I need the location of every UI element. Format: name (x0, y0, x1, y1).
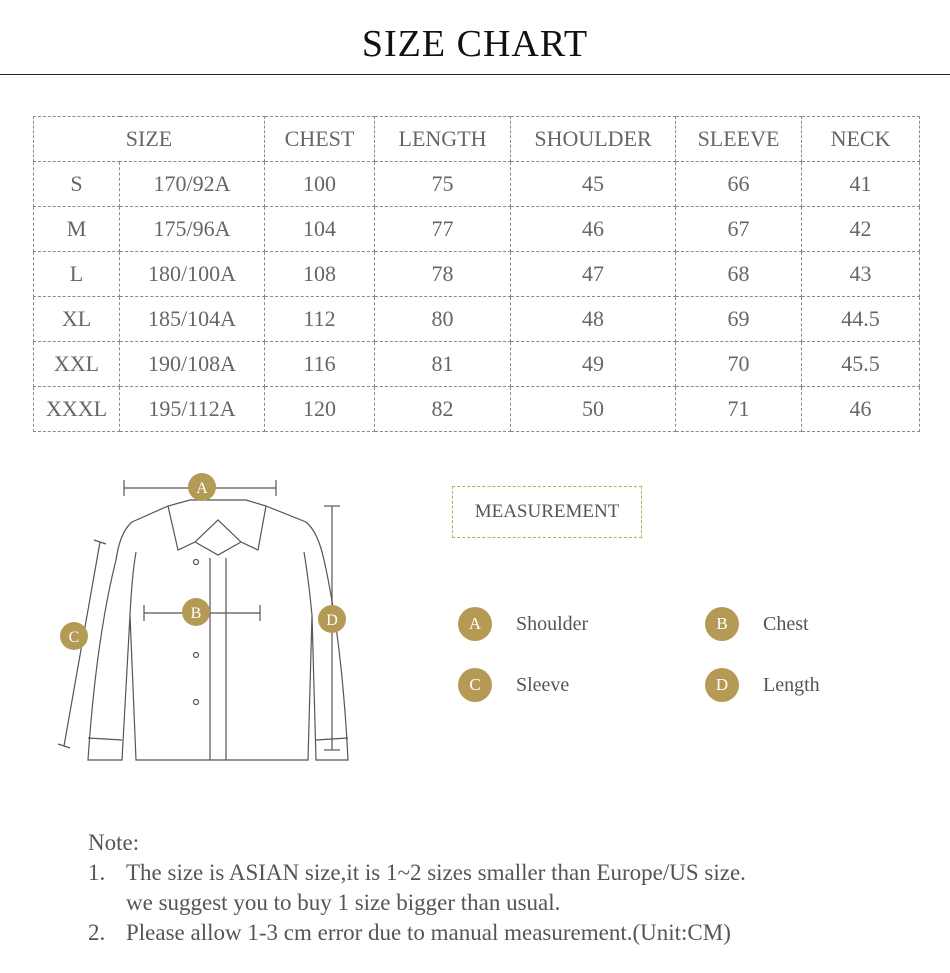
table-row (34, 252, 920, 297)
title-divider (0, 74, 950, 75)
table-cell: 180/100A (120, 252, 265, 297)
table-cell: 43 (802, 252, 920, 297)
notes-section (88, 828, 746, 948)
measurement-heading: MEASUREMENT (452, 486, 642, 538)
badge-d: D (705, 668, 739, 702)
table-cell: 46 (802, 387, 920, 432)
table-cell: 48 (511, 297, 676, 342)
table-cell: 190/108A (120, 342, 265, 387)
table-cell: L (34, 252, 120, 297)
header-neck: NECK (802, 117, 920, 162)
note-number: 1. (88, 860, 106, 885)
table-cell: 82 (375, 387, 511, 432)
table-cell: S (34, 162, 120, 207)
shirt-diagram (50, 470, 370, 770)
legend-label: Length (763, 673, 820, 696)
legend-label: Chest (763, 612, 809, 635)
marker-c (60, 622, 88, 650)
table-cell: 170/92A (120, 162, 265, 207)
note-text: The size is ASIAN size,it is 1~2 sizes smaller than Europe/US size. (126, 860, 746, 885)
table-cell: 71 (676, 387, 802, 432)
table-cell: M (34, 207, 120, 252)
legend-item-chest (705, 607, 809, 641)
table-header-row (34, 117, 920, 162)
header-size: SIZE (34, 117, 265, 162)
badge-b: B (705, 607, 739, 641)
table-row (34, 342, 920, 387)
size-table (33, 116, 920, 432)
table-cell: 195/112A (120, 387, 265, 432)
note-item-1 (88, 858, 746, 888)
table-cell: 70 (676, 342, 802, 387)
table-cell: 185/104A (120, 297, 265, 342)
badge-a: A (458, 607, 492, 641)
table-cell: 41 (802, 162, 920, 207)
table-cell: 50 (511, 387, 676, 432)
table-cell: 68 (676, 252, 802, 297)
table-cell: 46 (511, 207, 676, 252)
table-cell: 66 (676, 162, 802, 207)
svg-text:C: C (68, 629, 80, 646)
table-cell: XXL (34, 342, 120, 387)
table-row (34, 162, 920, 207)
header-length: LENGTH (375, 117, 511, 162)
legend-item-shoulder (458, 607, 588, 641)
table-cell: XL (34, 297, 120, 342)
table-cell: 44.5 (802, 297, 920, 342)
table-cell: 49 (511, 342, 676, 387)
svg-text:A: A (196, 480, 208, 497)
svg-text:B: B (190, 605, 202, 622)
shirt-outline-icon (88, 500, 348, 760)
table-cell: 42 (802, 207, 920, 252)
marker-d (318, 605, 346, 633)
badge-c: C (458, 668, 492, 702)
page-title: SIZE CHART (361, 23, 589, 65)
table-cell: 69 (676, 297, 802, 342)
table-row (34, 387, 920, 432)
notes-heading: Note: (88, 830, 140, 855)
table-cell: 80 (375, 297, 511, 342)
note-item-2 (88, 918, 746, 948)
note-text: Please allow 1-3 cm error due to manual measurement.(Unit:CM) (126, 920, 731, 945)
table-cell: 81 (375, 342, 511, 387)
header-chest: CHEST (265, 117, 375, 162)
table-row (34, 207, 920, 252)
header-sleeve: SLEEVE (676, 117, 802, 162)
table-cell: 175/96A (120, 207, 265, 252)
header-shoulder: SHOULDER (511, 117, 676, 162)
svg-text:D: D (326, 612, 338, 629)
table-cell: 75 (375, 162, 511, 207)
table-row (34, 297, 920, 342)
table-cell: 116 (265, 342, 375, 387)
table-cell: 77 (375, 207, 511, 252)
note-text-continued: we suggest you to buy 1 size bigger than usual. (126, 890, 561, 915)
legend-item-sleeve (458, 668, 569, 702)
marker-a (188, 473, 216, 501)
legend-item-length (705, 668, 820, 702)
table-cell: 45 (511, 162, 676, 207)
table-cell: 47 (511, 252, 676, 297)
table-cell: 100 (265, 162, 375, 207)
table-cell: 120 (265, 387, 375, 432)
marker-b (182, 598, 210, 626)
table-cell: 45.5 (802, 342, 920, 387)
table-cell: 104 (265, 207, 375, 252)
legend-label: Sleeve (516, 673, 570, 696)
legend-label: Shoulder (516, 612, 589, 635)
table-cell: 112 (265, 297, 375, 342)
table-cell: 108 (265, 252, 375, 297)
table-cell: 67 (676, 207, 802, 252)
table-cell: XXXL (34, 387, 120, 432)
note-number: 2. (88, 920, 106, 945)
table-cell: 78 (375, 252, 511, 297)
